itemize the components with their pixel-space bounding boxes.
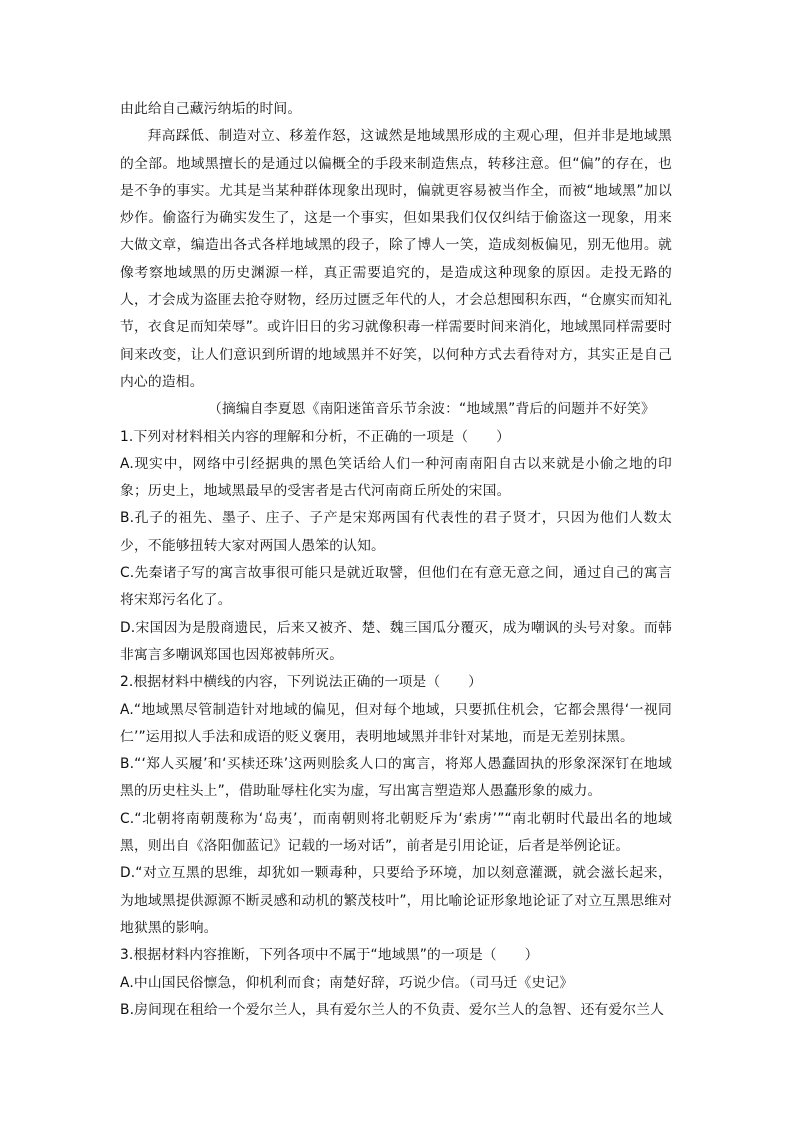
option-b: B.孔子的祖先、墨子、庄子、子产是宋郑两国有代表性的君子贤才，只因为他们人数太少，不能够扭转大家对两国人愚笨的认知。	[120, 510, 672, 554]
question-stem: 1.下列对材料相关内容的理解和分析，不正确的一项是（ ）	[120, 428, 511, 445]
question-stem: 2.根据材料中横线的内容，下列说法正确的一项是（ ）	[120, 674, 483, 691]
option-a: A.现实中，网络中引经据典的黑色笑话给人们一种河南南阳自古以来就是小偷之地的印象；历史上，地域黑最早的受害者是古代河南商丘所处的宋国。	[120, 455, 672, 500]
question-2	[120, 669, 672, 942]
option-b: B.房间现在租给一个爱尔兰人，具有爱尔兰人的不负责、爱尔兰人的急智、还有爱尔兰人	[120, 1001, 665, 1018]
option-b: B.“‘郑人买履’和‘买椟还珠’这两则脍炙人口的寓言，将郑人愚蠢固执的形象深深钉在地域黑的历史柱头上”，借助耻辱柱化实为虚，写出寓言塑造郑人愚蠢形象的威力。	[120, 756, 672, 800]
passage-source: （摘编自李夏恩《南阳迷笛音乐节余波：“地域黑”背后的问题并不好笑》	[208, 401, 655, 418]
document-page	[120, 96, 672, 1024]
option-d: D.“对立互黑的思维，却犹如一颗毒种，只要给予环境，加以刻意灌溉，就会滋长起来，为地域黑提供源源不断灵感和动机的繁茂枝叶”，用比喻论证形象地论证了对立互黑思维对地狱黑的影响。	[120, 865, 672, 936]
option-c: C.“北朝将南朝蔑称为‘岛夷’，而南朝则将北朝贬斥为‘索虏’”“南北朝时代最出名的地域黑，则出自《洛阳伽蓝记》记载的一场对话”，前者是引用论证，后者是举例论证。	[120, 810, 672, 855]
option-a: A.中山国民俗懔急，仰机利而食；南楚好辞，巧说少信。（司马迁《史记》	[120, 974, 574, 991]
question-1	[120, 424, 672, 670]
passage-paragraph-tail: 由此给自己藏污纳垢的时间。	[120, 101, 302, 117]
option-a: A.“地域黑尽管制造针对地域的偏见，但对每个地域，只要抓住机会，它都会黑得‘一视同仁’”运用拟人手法和成语的贬义褒用，表明地域黑并非针对某地，而是无差别抹黑。	[120, 701, 672, 745]
option-d: D.宋国因为是殷商遗民，后来又被齐、楚、魏三国瓜分覆灭，成为嘲讽的头号对象。而韩非寓言多嘲讽郑国也因郑被韩所灭。	[120, 619, 672, 663]
question-stem: 3.根据材料内容推断，下列各项中不属于“地域黑”的一项是（ ）	[120, 947, 539, 964]
passage-paragraph: 拜高踩低、制造对立、移羞作怒，这诚然是地域黑形成的主观心理，但并非是地域黑的全部。地域黑擅长的是通过以偏概全的手段来制造焦点，转移注意。但“偏”的存在，也是不争的事实。尤其是当某种群体现象出现时，偏就更容易被当作全，而被“地域黑”加以炒作。偷盗行为确实发生了，这是一个事实，但如果我们仅仅纠结于偷盗这一现象，用来大做文章，编造出各式各样地域黑的段子，除了博人一笑，造成刻板偏见，别无他用。就像考察地域黑的历史渊源一样，真正需要追究的，是造成这种现象的原因。走投无路的人，才会成为盗匪去抢夺财物，经历过匮乏年代的人，才会总想囤积东西，“仓廪实而知礼节，衣食足而知荣辱”。或许旧日的劣习就像积毒一样需要时间来消化，地域黑同样需要时间来改变，让人们意识到所谓的地域黑并不好笑，以何种方式去看待对方，其实正是自己内心的造相。	[120, 128, 672, 390]
option-c: C.先秦诸子写的寓言故事很可能只是就近取譬，但他们在有意无意之间，通过自己的寓言将宋郑污名化了。	[120, 565, 672, 609]
question-3	[120, 942, 672, 1024]
